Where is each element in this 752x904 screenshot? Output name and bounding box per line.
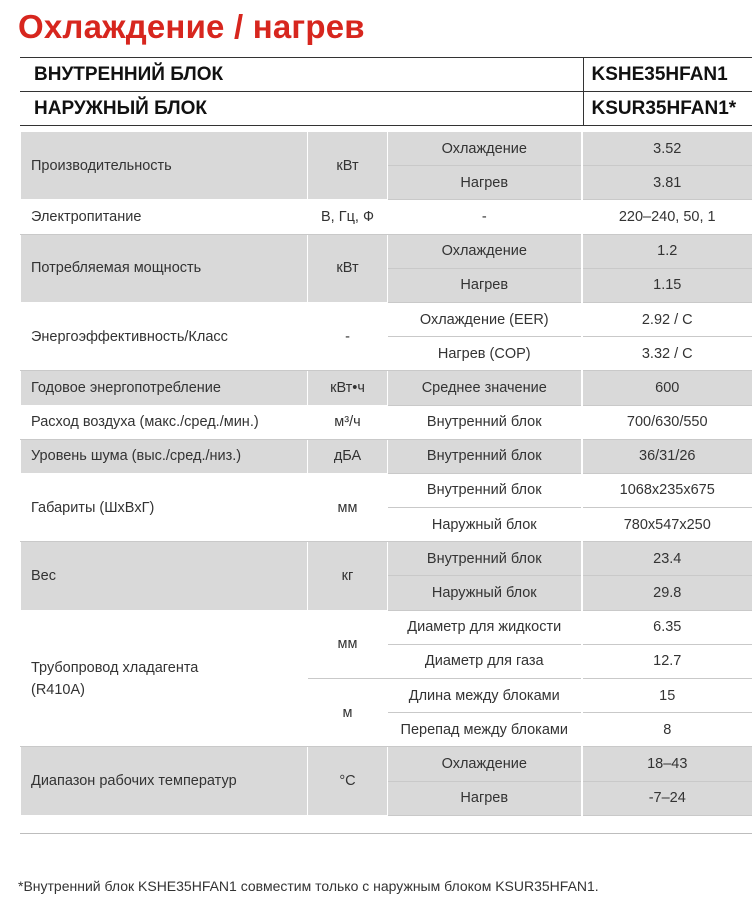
footnote: *Внутренний блок KSHE35HFAN1 совместим только с наружным блоком KSUR35HFAN1. [18,878,599,894]
airflow-mode: Внутренний блок [388,405,582,439]
dimensions-indoor-mode: Внутренний блок [388,473,582,507]
power-consumption-heat-mode: Нагрев [388,268,582,302]
airflow-param: Расход воздуха (макс./сред./мин.) [21,405,308,439]
table-row [21,405,752,439]
power-consumption-unit: кВт [308,234,388,302]
noise-mode: Внутренний блок [388,439,582,473]
temperature-param: Диапазон рабочих температур [21,747,308,815]
indoor-unit-model: KSHE35HFAN1 [583,58,752,92]
piping-length-mode: Длина между блоками [388,679,582,713]
power-supply-mode: - [388,200,582,234]
efficiency-cool-value: 2.92 / C [582,302,752,336]
weight-outdoor-value: 29.8 [582,576,752,610]
efficiency-heat-value: 3.32 / C [582,337,752,371]
weight-unit: кг [308,542,388,610]
dimensions-unit: мм [308,473,388,541]
piping-unit-m: м [308,679,388,747]
power-consumption-param: Потребляемая мощность [21,234,308,302]
efficiency-param: Энергоэффективность/Класс [21,302,308,370]
noise-unit: дБА [308,439,388,473]
piping-gas-mode: Диаметр для газа [388,644,582,678]
annual-consumption-value: 600 [582,371,752,405]
model-header [20,57,752,126]
power-supply-param: Электропитание [21,200,308,234]
efficiency-unit: - [308,302,388,370]
noise-param: Уровень шума (выс./сред./низ.) [21,439,308,473]
power-supply-value: 220–240, 50, 1 [582,200,752,234]
dimensions-outdoor-value: 780x547x250 [582,508,752,542]
temperature-heat-value: -7–24 [582,781,752,815]
table-row [21,302,752,336]
table-row [21,200,752,234]
airflow-value: 700/630/550 [582,405,752,439]
power-supply-unit: В, Гц, Ф [308,200,388,234]
weight-indoor-mode: Внутренний блок [388,542,582,576]
capacity-unit: кВт [308,132,388,200]
capacity-heat-value: 3.81 [582,166,752,200]
table-row [21,747,752,781]
weight-outdoor-mode: Наружный блок [388,576,582,610]
spec-table [20,131,752,816]
temperature-unit: °C [308,747,388,815]
annual-consumption-unit: кВт•ч [308,371,388,405]
piping-param-line1: Трубопровод хладагента [31,659,199,676]
dimensions-outdoor-mode: Наружный блок [388,508,582,542]
temperature-cool-mode: Охлаждение [388,747,582,781]
piping-liquid-mode: Диаметр для жидкости [388,610,582,644]
outdoor-unit-label: НАРУЖНЫЙ БЛОК [20,92,583,126]
annual-consumption-mode: Среднее значение [388,371,582,405]
page-title: Охлаждение / нагрев [18,8,365,45]
table-row [21,132,752,166]
outdoor-unit-model: KSUR35HFAN1* [583,92,752,126]
table-bottom-divider [20,833,752,834]
efficiency-heat-mode: Нагрев (COP) [388,337,582,371]
annual-consumption-param: Годовое энергопотребление [21,371,308,405]
temperature-heat-mode: Нагрев [388,781,582,815]
table-row [21,439,752,473]
indoor-unit-label: ВНУТРЕННИЙ БЛОК [20,58,583,92]
capacity-param: Производительность [21,132,308,200]
capacity-heat-mode: Нагрев [388,166,582,200]
efficiency-cool-mode: Охлаждение (EER) [388,302,582,336]
table-row [21,610,752,644]
capacity-cool-value: 3.52 [582,132,752,166]
power-consumption-cool-value: 1.2 [582,234,752,268]
dimensions-indoor-value: 1068x235x675 [582,473,752,507]
piping-gas-value: 12.7 [582,644,752,678]
weight-param: Вес [21,542,308,610]
airflow-unit: м³/ч [308,405,388,439]
indoor-unit-row [20,58,752,92]
weight-indoor-value: 23.4 [582,542,752,576]
outdoor-unit-row [20,92,752,126]
power-consumption-heat-value: 1.15 [582,268,752,302]
table-row [21,473,752,507]
noise-value: 36/31/26 [582,439,752,473]
table-row [21,371,752,405]
piping-param [21,610,308,747]
dimensions-param: Габариты (ШxВxГ) [21,473,308,541]
piping-param-line2: (R410A) [31,681,85,698]
table-row [21,542,752,576]
piping-liquid-value: 6.35 [582,610,752,644]
temperature-cool-value: 18–43 [582,747,752,781]
capacity-cool-mode: Охлаждение [388,132,582,166]
power-consumption-cool-mode: Охлаждение [388,234,582,268]
piping-height-value: 8 [582,713,752,747]
piping-length-value: 15 [582,679,752,713]
table-row [21,234,752,268]
piping-unit-mm: мм [308,610,388,678]
piping-height-mode: Перепад между блоками [388,713,582,747]
